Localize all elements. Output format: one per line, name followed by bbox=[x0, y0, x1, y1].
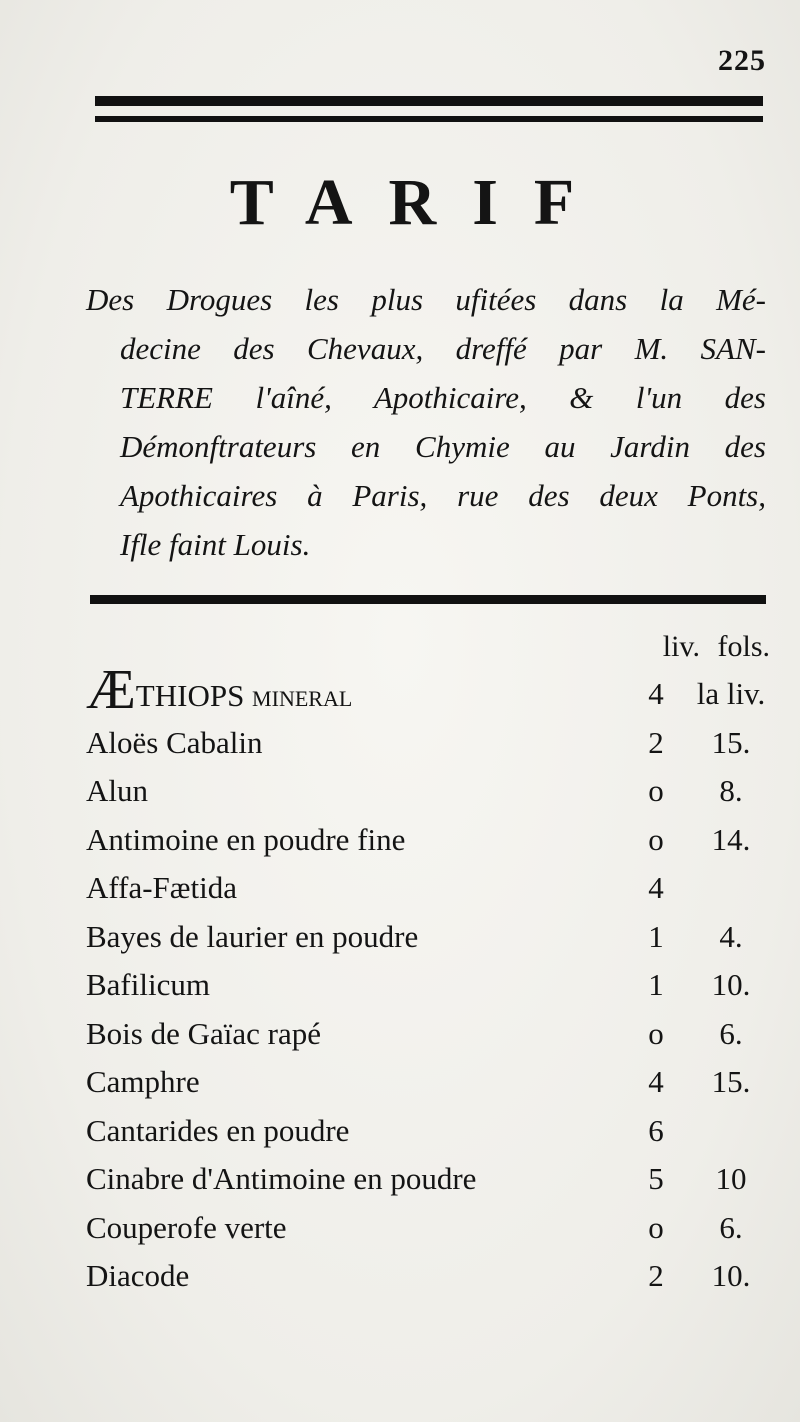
top-rule-thick bbox=[95, 96, 763, 106]
list-item bbox=[86, 1107, 776, 1156]
item-sols: 10. bbox=[711, 967, 751, 1002]
list-item bbox=[86, 1058, 776, 1107]
item-name: Diacode bbox=[86, 1258, 190, 1293]
item-name: Cantarides en poudre bbox=[86, 1112, 350, 1148]
item-livres: 4 bbox=[648, 1064, 664, 1099]
subtitle-line: Des Drogues les plus ufitées dans la Mé- bbox=[86, 282, 766, 317]
subtitle-block bbox=[86, 275, 766, 569]
item-sols: 8. bbox=[719, 773, 743, 808]
subtitle-line: TERRE l'aîné, Apothicaire, & l'un des bbox=[120, 380, 766, 415]
item-livres: o bbox=[648, 1209, 664, 1245]
item-livres: 6 bbox=[648, 1112, 664, 1148]
column-header-livres: liv. bbox=[662, 630, 700, 663]
item-name: Affa-Fætida bbox=[86, 870, 237, 905]
list-item bbox=[86, 1010, 776, 1059]
list-item bbox=[86, 767, 776, 816]
item-name: Couperofe verte bbox=[86, 1209, 287, 1245]
list-item bbox=[86, 1252, 776, 1301]
drop-cap: Æ bbox=[86, 659, 136, 721]
item-livres: 1 bbox=[648, 967, 664, 1002]
item-sols: 15. bbox=[711, 1064, 751, 1099]
price-list bbox=[86, 659, 776, 1301]
item-livres: o bbox=[648, 821, 664, 857]
list-item bbox=[86, 719, 776, 768]
column-headers bbox=[653, 630, 770, 664]
list-item bbox=[86, 816, 776, 865]
item-livres: o bbox=[648, 773, 664, 808]
item-name: Bayes de laurier en poudre bbox=[86, 918, 419, 954]
item-name bbox=[86, 659, 353, 721]
top-rule-thin bbox=[95, 116, 763, 122]
item-sols: 14. bbox=[711, 821, 751, 857]
item-name-rest: THIOPS mineral bbox=[135, 678, 353, 713]
item-name: Alun bbox=[86, 773, 148, 808]
item-livres: 5 bbox=[648, 1161, 664, 1196]
item-name: Cinabre d'Antimoine en poudre bbox=[86, 1161, 477, 1196]
list-item bbox=[86, 913, 776, 962]
item-sols: la liv. bbox=[696, 676, 766, 711]
item-sols: 15. bbox=[711, 724, 751, 760]
item-sols: 10 bbox=[715, 1161, 747, 1196]
item-sols: 6. bbox=[719, 1209, 743, 1245]
subtitle-line: Apothicaires à Paris, rue des deux Ponts, bbox=[120, 478, 766, 513]
item-livres: 4 bbox=[648, 676, 664, 711]
item-name: Aloës Cabalin bbox=[86, 724, 263, 760]
item-name: Camphre bbox=[86, 1064, 200, 1099]
page-number: 225 bbox=[718, 44, 766, 77]
item-livres: 4 bbox=[648, 870, 664, 905]
item-livres: 1 bbox=[648, 918, 664, 954]
list-item bbox=[86, 659, 776, 721]
subtitle-line: decine des Chevaux, dreffé par M. SAN- bbox=[120, 331, 766, 366]
list-item bbox=[86, 961, 776, 1010]
section-rule bbox=[90, 595, 766, 604]
list-item bbox=[86, 1204, 776, 1253]
list-item bbox=[86, 1155, 776, 1204]
page-title: TARIF bbox=[229, 166, 611, 239]
column-header-sols: fols. bbox=[717, 630, 770, 663]
list-item bbox=[86, 864, 776, 913]
subtitle-line: Démonftrateurs en Chymie au Jardin des bbox=[120, 429, 766, 464]
item-livres: 2 bbox=[648, 1258, 664, 1293]
item-livres: o bbox=[648, 1015, 664, 1051]
item-sols: 6. bbox=[719, 1015, 743, 1051]
subtitle-line: Ifle faint Louis. bbox=[120, 527, 311, 562]
item-name: Antimoine en poudre fine bbox=[86, 821, 406, 857]
item-name: Bois de Gaïac rapé bbox=[86, 1015, 321, 1051]
item-sols: 10. bbox=[711, 1258, 751, 1293]
item-sols: 4. bbox=[719, 918, 743, 954]
item-livres: 2 bbox=[648, 724, 664, 760]
item-name: Bafilicum bbox=[86, 967, 210, 1002]
